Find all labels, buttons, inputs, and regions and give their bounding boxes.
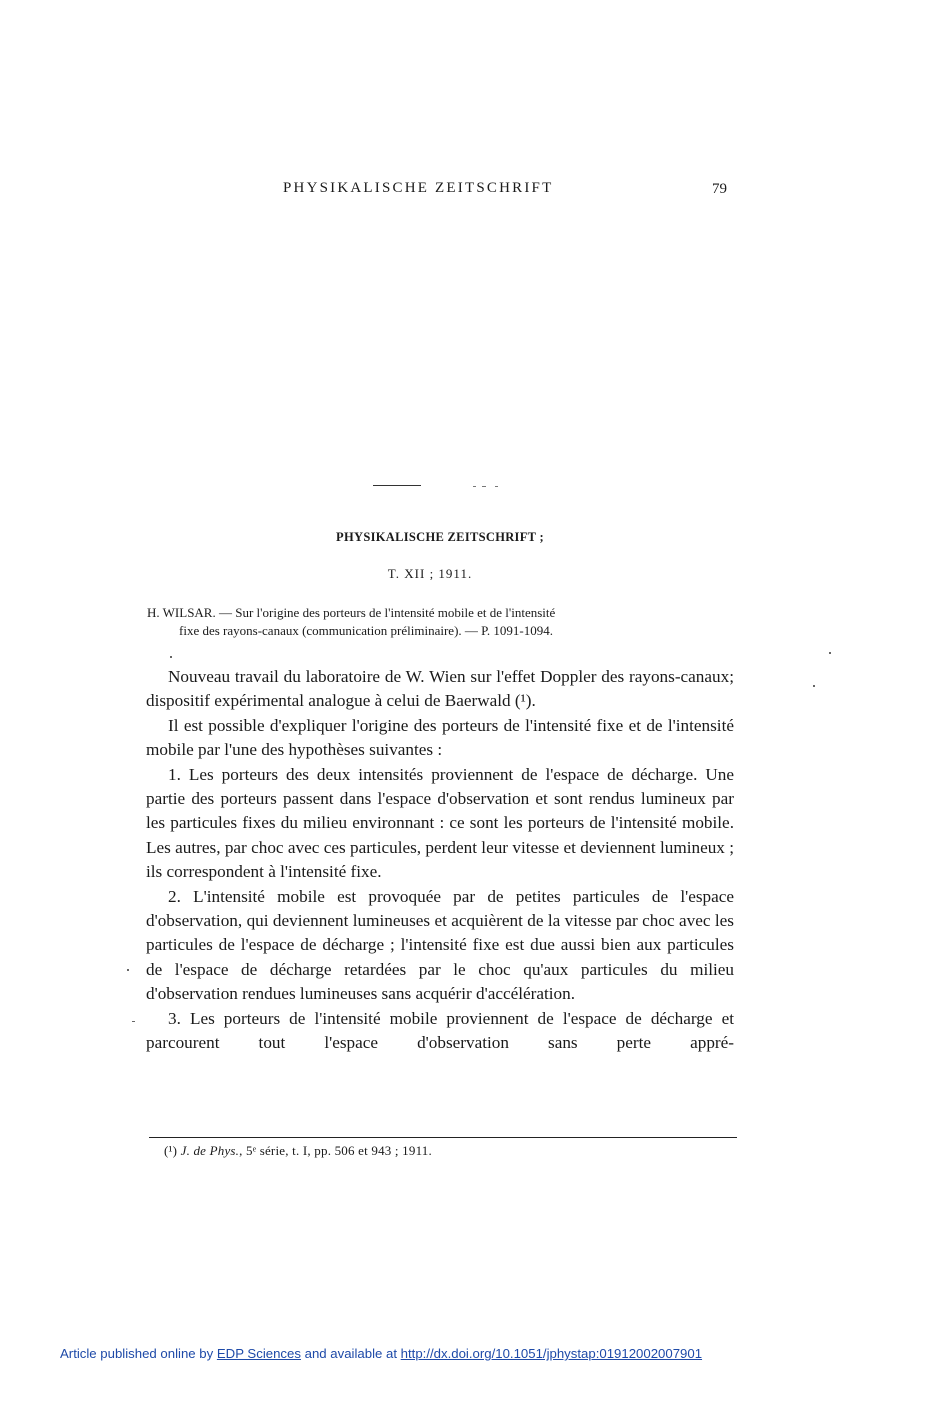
article-reference	[147, 604, 747, 640]
paragraph: 3. Les porteurs de l'intensité mobile proviennent de l'espace de décharge et parcourent tout l'espace d'observation sans perte appré-	[146, 1008, 734, 1053]
paragraph: 1. Les porteurs des deux intensités proviennent de l'espace de décharge. Une partie des porteurs passent dans l'espace d'observation et sont rendus lumineux par les particules fixes du milieu environnant : ce sont les porteurs de l'intensité mobile. Les autres, par choc avec ces particules, perdent leur vitesse et deviennent lumineux ; ils correspondent à l'intensité fixe.	[146, 764, 734, 882]
scan-speck	[813, 685, 815, 687]
journal-section-title: PHYSIKALISCHE ZEITSCHRIFT ;	[336, 530, 544, 544]
separator-dots	[495, 486, 498, 487]
footnote-marker: (¹)	[164, 1143, 178, 1158]
footnote	[164, 1143, 432, 1159]
article-title-line-2: fixe des rayons-canaux (communication préliminaire). — P. 1091-1094.	[179, 623, 554, 638]
article-title-line-1: — Sur l'origine des porteurs de l'intensité mobile et de l'intensité	[215, 605, 556, 620]
publisher-link[interactable]: EDP Sciences	[216, 1346, 301, 1361]
paragraph: Nouveau travail du laboratoire de W. Wien sur l'effet Doppler des rayons-canaux; dispositif expérimental analogue à celui de Baerwald (¹).	[146, 667, 734, 711]
page-number: 79	[712, 181, 727, 197]
scan-speck	[829, 652, 831, 654]
volume-line: T. XII ; 1911.	[387, 566, 473, 581]
separator-dots	[482, 486, 486, 487]
paragraph: 2. L'intensité mobile est provoquée par de petites particules de l'espace d'observation, qui deviennent lumineuses et acquièrent de la vitesse par choc avec les particules de l'espace de décharge ; l'intensité fixe est due aussi bien aux particules de l'espace de décharge retardées par le choc qu'aux particules du milieu d'observation rendues lumineuses sans acquérir d'accélération.	[146, 886, 734, 1004]
separator-dots	[473, 486, 476, 487]
footnote-rule	[149, 1137, 737, 1138]
paragraph: Il est possible d'expliquer l'origine des porteurs de l'intensité fixe et de l'intensité mobile par l'une des hypothèses suivantes :	[146, 715, 734, 760]
separator-rule	[373, 485, 421, 486]
banner-middle: and available at	[300, 1346, 401, 1361]
body-text	[146, 665, 734, 1056]
doi-link[interactable]: http://dx.doi.org/10.1051/jphystap:01912002007901	[400, 1346, 703, 1361]
article-author: H. WILSAR.	[147, 605, 216, 620]
scan-speck	[170, 656, 172, 658]
scan-speck	[132, 1021, 135, 1022]
running-title: PHYSIKALISCHE ZEITSCHRIFT	[283, 180, 554, 196]
footnote-journal: J. de Phys.	[180, 1143, 240, 1158]
scan-speck	[127, 969, 129, 971]
publisher-banner	[60, 1346, 702, 1361]
footnote-details: , 5ᵉ série, t. I, pp. 506 et 943 ; 1911.	[239, 1143, 432, 1158]
banner-prefix: Article published online by	[60, 1346, 217, 1361]
